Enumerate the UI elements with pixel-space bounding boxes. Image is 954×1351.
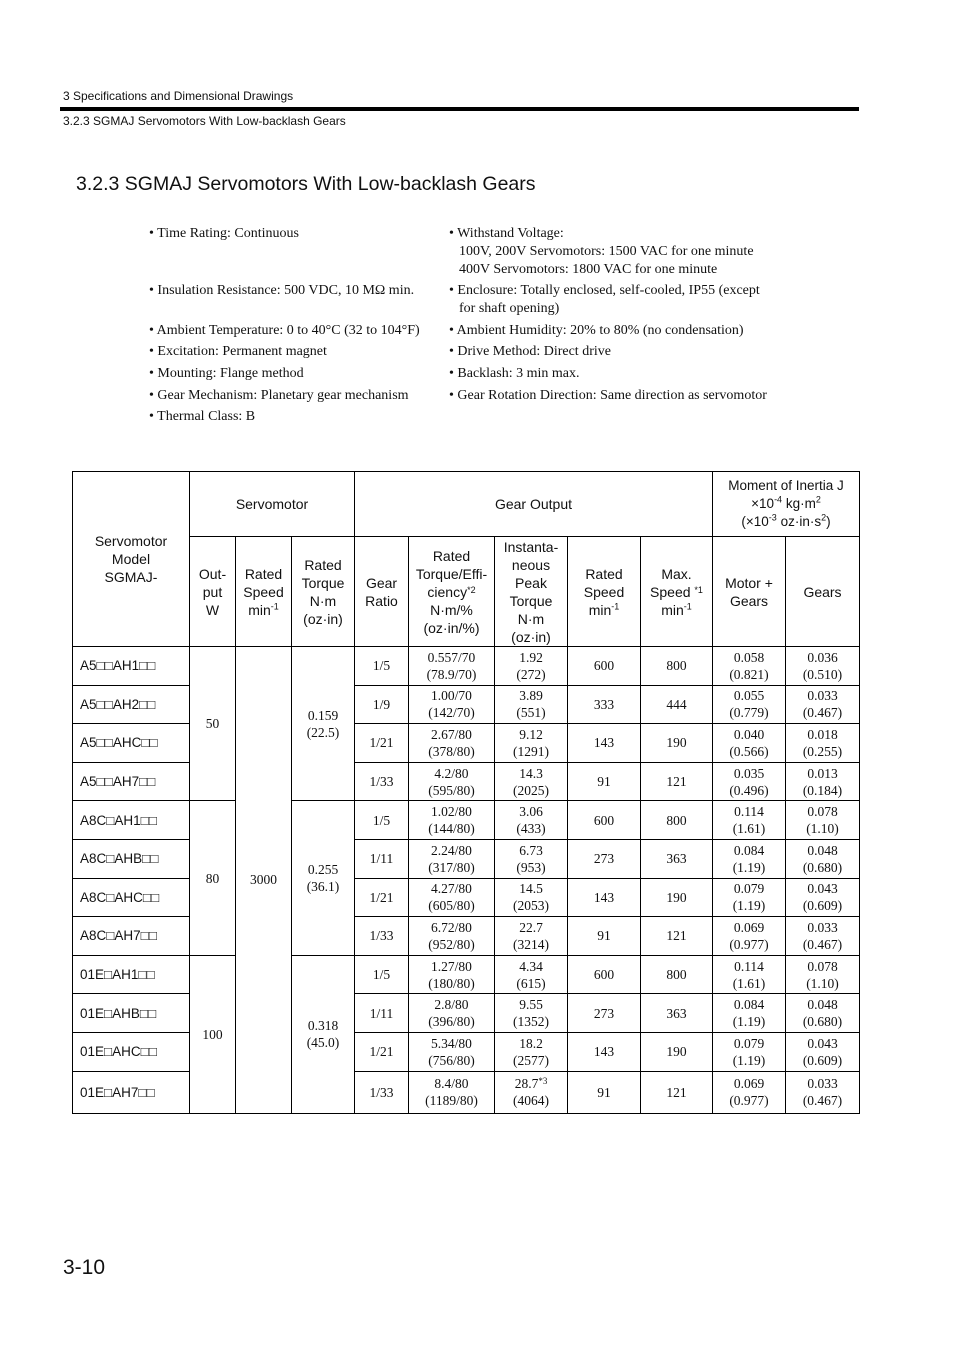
spec-withstand-voltage-label: • Withstand Voltage: (449, 226, 564, 241)
max-speed-cell: 190 (641, 724, 713, 763)
model-cell: 01E□AH7□□ (73, 1071, 190, 1113)
peak-torque-cell: 4.34 (615) (495, 955, 568, 994)
motor-gears-inertia-cell: 0.114 (1.61) (713, 955, 786, 994)
rated-speed-cell: 3000 (236, 647, 292, 1114)
spec-gear-rotation: • Gear Rotation Direction: Same direction as servomotor (449, 388, 767, 403)
peak-torque-cell: 9.55 (1352) (495, 994, 568, 1033)
header-rule (60, 107, 859, 111)
gear-speed-cell: 333 (568, 685, 641, 724)
gear-speed-cell: 600 (568, 801, 641, 840)
spec-gear-mechanism: • Gear Mechanism: Planetary gear mechanism (149, 388, 409, 403)
gear-torque-cell: 6.72/80 (952/80) (409, 917, 495, 956)
gear-speed-cell: 600 (568, 647, 641, 686)
gear-torque-cell: 1.27/80 (180/80) (409, 955, 495, 994)
section-title: 3.2.3 SGMAJ Servomotors With Low-backlash Gears (76, 173, 536, 195)
max-speed-cell: 363 (641, 994, 713, 1033)
spec-enclosure (449, 282, 760, 318)
gear-speed-cell: 91 (568, 762, 641, 801)
header-motor-rated-torque: Rated Torque N·m (oz·in) (292, 537, 355, 647)
gear-speed-cell: 91 (568, 1071, 641, 1113)
output-cell: 50 (190, 647, 236, 801)
spec-time-rating: • Time Rating: Continuous (149, 226, 299, 241)
gear-torque-cell: 8.4/80 (1189/80) (409, 1071, 495, 1113)
rated-torque-cell: 0.159 (22.5) (292, 647, 355, 801)
running-header-chapter: 3 Specifications and Dimensional Drawings (63, 89, 294, 103)
gear-ratio-cell: 1/21 (355, 724, 409, 763)
peak-torque-cell: 14.5 (2053) (495, 878, 568, 917)
gear-speed-cell: 273 (568, 994, 641, 1033)
model-cell: A8C□AHC□□ (73, 878, 190, 917)
header-servomotor: Servomotor (190, 472, 355, 537)
gear-speed-cell: 273 (568, 839, 641, 878)
header-servomotor-model: Servomotor Model SGMAJ- (73, 472, 190, 647)
max-speed-cell: 800 (641, 647, 713, 686)
spec-enclosure-line1: • Enclosure: Totally enclosed, self-cooled, IP55 (except (449, 283, 760, 298)
model-cell: A5□□AH7□□ (73, 762, 190, 801)
gear-torque-cell: 2.8/80 (396/80) (409, 994, 495, 1033)
peak-torque-cell: 14.3 (2025) (495, 762, 568, 801)
motor-gears-inertia-cell: 0.069 (0.977) (713, 917, 786, 956)
model-cell: A8C□AH7□□ (73, 917, 190, 956)
header-gear-ratio: Gear Ratio (355, 537, 409, 647)
gear-torque-cell: 1.02/80 (144/80) (409, 801, 495, 840)
gear-ratio-cell: 1/5 (355, 647, 409, 686)
rated-torque-cell: 0.318 (45.0) (292, 955, 355, 1113)
header-peak-torque: Instanta- neous Peak Torque N·m (oz·in) (495, 537, 568, 647)
max-speed-cell: 121 (641, 1071, 713, 1113)
spec-enclosure-line2: for shaft opening) (459, 301, 560, 316)
peak-torque-cell: 6.73 (953) (495, 839, 568, 878)
max-speed-cell: 121 (641, 917, 713, 956)
header-moment-of-inertia: Moment of Inertia J $\times 10^{-4}$ $kg\cdot m^2$ ($\times 10^{-3}$ $oz\cdot in\cdot s^2$) (713, 472, 860, 537)
gears-inertia-cell: 0.048 (0.680) (786, 839, 860, 878)
table-row (73, 647, 860, 686)
spec-mounting: • Mounting: Flange method (149, 366, 304, 381)
model-cell: A8C□AHB□□ (73, 839, 190, 878)
gears-inertia-cell: 0.033 (0.467) (786, 1071, 860, 1113)
peak-torque-cell: 1.92 (272) (495, 647, 568, 686)
max-speed-cell: 190 (641, 878, 713, 917)
spec-backlash: • Backlash: 3 min max. (449, 366, 580, 381)
gear-ratio-cell: 1/11 (355, 994, 409, 1033)
gear-torque-cell: 5.34/80 (756/80) (409, 1032, 495, 1071)
page-number: 3-10 (63, 1256, 106, 1279)
ratings-table (72, 471, 860, 1114)
motor-gears-inertia-cell: 0.084 (1.19) (713, 839, 786, 878)
gears-inertia-cell: 0.018 (0.255) (786, 724, 860, 763)
gears-inertia-cell: 0.078 (1.10) (786, 801, 860, 840)
spec-withstand-voltage (449, 225, 754, 279)
header-output: Out- put W (190, 537, 236, 647)
gear-speed-cell: 600 (568, 955, 641, 994)
gear-torque-cell: 4.27/80 (605/80) (409, 878, 495, 917)
gears-inertia-cell: 0.033 (0.467) (786, 685, 860, 724)
max-speed-cell: 800 (641, 801, 713, 840)
model-cell: A5□□AHC□□ (73, 724, 190, 763)
motor-gears-inertia-cell: 0.079 (1.19) (713, 1032, 786, 1071)
max-speed-cell: 363 (641, 839, 713, 878)
spec-ambient-humidity: • Ambient Humidity: 20% to 80% (no condensation) (449, 323, 744, 338)
header-gear-rated-torque: Rated Torque/Effi- ciency$^{*2}$ N·m/% (oz·in/%) (409, 537, 495, 647)
peak-torque-cell: 22.7 (3214) (495, 917, 568, 956)
gear-ratio-cell: 1/33 (355, 762, 409, 801)
gear-speed-cell: 143 (568, 724, 641, 763)
gear-speed-cell: 91 (568, 917, 641, 956)
model-cell: A8C□AH1□□ (73, 801, 190, 840)
spec-drive-method: • Drive Method: Direct drive (449, 344, 611, 359)
output-cell: 100 (190, 955, 236, 1113)
spec-withstand-voltage-line2: 400V Servomotors: 1800 VAC for one minute (459, 262, 718, 277)
header-max-speed: Max. Speed $^{*1}$ $\min^{-1}$ (641, 537, 713, 647)
table-row (73, 801, 860, 840)
gear-ratio-cell: 1/5 (355, 801, 409, 840)
header-motor-rated-speed: Rated Speed $\min^{-1}$ (236, 537, 292, 647)
gear-ratio-cell: 1/5 (355, 955, 409, 994)
motor-gears-inertia-cell: 0.035 (0.496) (713, 762, 786, 801)
motor-gears-inertia-cell: 0.040 (0.566) (713, 724, 786, 763)
spec-thermal-class: • Thermal Class: B (149, 409, 256, 424)
gears-inertia-cell: 0.033 (0.467) (786, 917, 860, 956)
gear-ratio-cell: 1/9 (355, 685, 409, 724)
spec-insulation: • Insulation Resistance: 500 VDC, 10 MΩ min. (149, 283, 415, 298)
header-gear-rated-speed: Rated Speed $\min^{-1}$ (568, 537, 641, 647)
motor-gears-inertia-cell: 0.055 (0.779) (713, 685, 786, 724)
gear-speed-cell: 143 (568, 878, 641, 917)
model-cell: A5□□AH2□□ (73, 685, 190, 724)
header-gear-output: Gear Output (355, 472, 713, 537)
peak-torque-cell: 3.06 (433) (495, 801, 568, 840)
gears-inertia-cell: 0.048 (0.680) (786, 994, 860, 1033)
gears-inertia-cell: 0.013 (0.184) (786, 762, 860, 801)
table-row (73, 955, 860, 994)
gears-inertia-cell: 0.043 (0.609) (786, 878, 860, 917)
header-motor-plus-gears: Motor + Gears (713, 537, 786, 647)
spec-withstand-voltage-line1: 100V, 200V Servomotors: 1500 VAC for one minute (459, 244, 754, 259)
gear-torque-cell: 1.00/70 (142/70) (409, 685, 495, 724)
peak-torque-cell: 18.2 (2577) (495, 1032, 568, 1071)
gear-ratio-cell: 1/11 (355, 839, 409, 878)
max-speed-cell: 444 (641, 685, 713, 724)
gears-inertia-cell: 0.036 (0.510) (786, 647, 860, 686)
gear-ratio-cell: 1/33 (355, 917, 409, 956)
rated-torque-cell: 0.255 (36.1) (292, 801, 355, 955)
peak-torque-cell: 3.89 (551) (495, 685, 568, 724)
gear-speed-cell: 143 (568, 1032, 641, 1071)
motor-gears-inertia-cell: 0.084 (1.19) (713, 994, 786, 1033)
motor-gears-inertia-cell: 0.058 (0.821) (713, 647, 786, 686)
gears-inertia-cell: 0.043 (0.609) (786, 1032, 860, 1071)
max-speed-cell: 121 (641, 762, 713, 801)
model-cell: 01E□AH1□□ (73, 955, 190, 994)
motor-gears-inertia-cell: 0.079 (1.19) (713, 878, 786, 917)
spec-excitation: • Excitation: Permanent magnet (149, 344, 327, 359)
gear-torque-cell: 2.67/80 (378/80) (409, 724, 495, 763)
model-cell: A5□□AH1□□ (73, 647, 190, 686)
max-speed-cell: 190 (641, 1032, 713, 1071)
model-cell: 01E□AHC□□ (73, 1032, 190, 1071)
max-speed-cell: 800 (641, 955, 713, 994)
gear-ratio-cell: 1/21 (355, 1032, 409, 1071)
motor-gears-inertia-cell: 0.114 (1.61) (713, 801, 786, 840)
gears-inertia-cell: 0.078 (1.10) (786, 955, 860, 994)
spec-ambient-temp: • Ambient Temperature: 0 to 40°C (32 to 104°F) (149, 323, 420, 338)
gear-torque-cell: 2.24/80 (317/80) (409, 839, 495, 878)
peak-torque-cell: 9.12 (1291) (495, 724, 568, 763)
gear-ratio-cell: 1/33 (355, 1071, 409, 1113)
gear-torque-cell: 0.557/70 (78.9/70) (409, 647, 495, 686)
output-cell: 80 (190, 801, 236, 955)
gear-torque-cell: 4.2/80 (595/80) (409, 762, 495, 801)
peak-torque-cell: 28.7$^{*3}$ (4064) (495, 1071, 568, 1113)
model-cell: 01E□AHB□□ (73, 994, 190, 1033)
gear-ratio-cell: 1/21 (355, 878, 409, 917)
motor-gears-inertia-cell: 0.069 (0.977) (713, 1071, 786, 1113)
running-header-section: 3.2.3 SGMAJ Servomotors With Low-backlash Gears (63, 114, 346, 128)
header-gears: Gears (786, 537, 860, 647)
